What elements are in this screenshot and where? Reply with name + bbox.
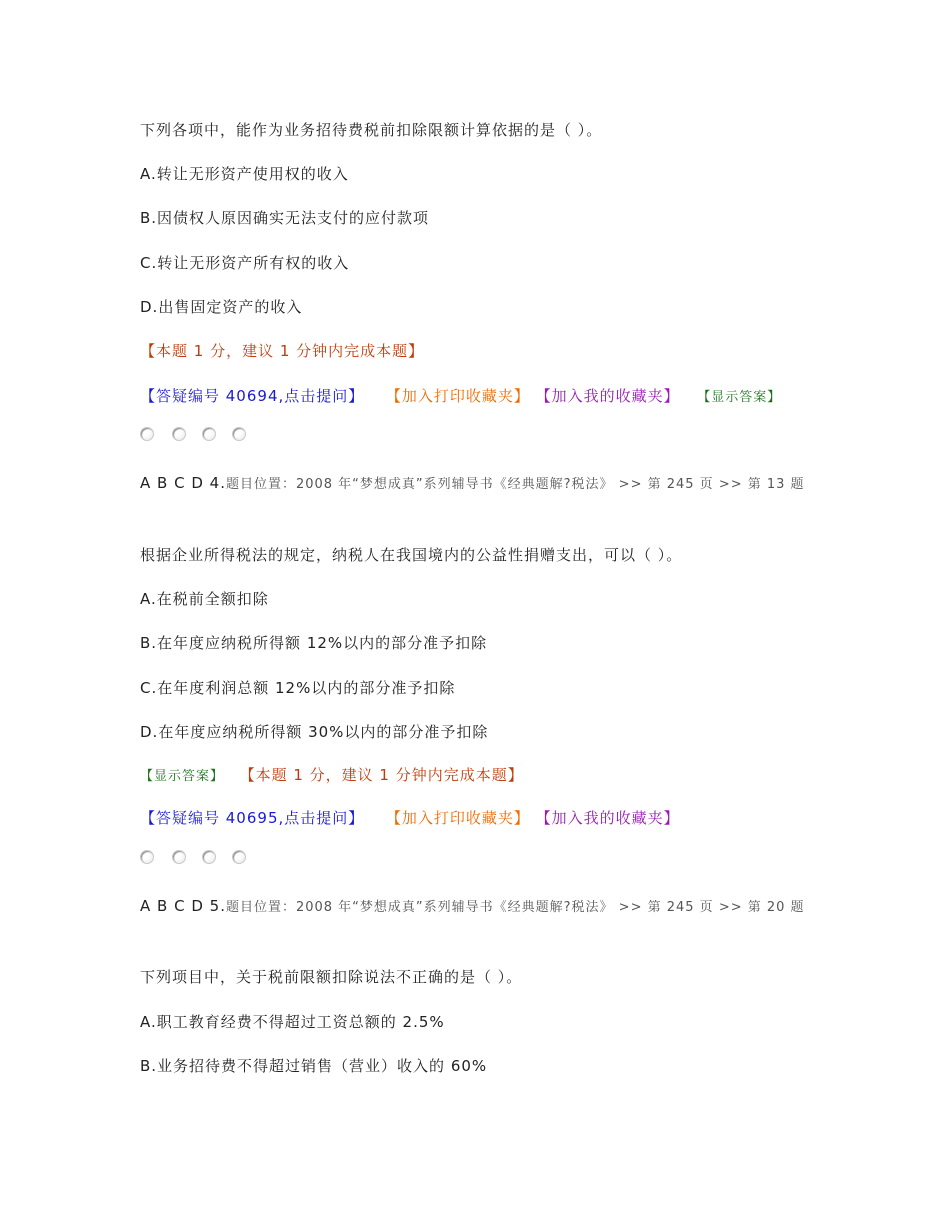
- choice-letters: A B C D: [140, 474, 210, 492]
- question-3-option-a: A.转让无形资产使用权的收入: [140, 165, 349, 183]
- question-4-note-row: [140, 764, 524, 785]
- question-5-header: [140, 894, 810, 920]
- question-4-actions: [140, 807, 680, 828]
- radio-b[interactable]: [172, 850, 186, 864]
- radio-a[interactable]: [140, 427, 154, 441]
- add-print-favorites-link[interactable]: 【加入打印收藏夹】: [385, 809, 530, 827]
- radio-d[interactable]: [232, 427, 246, 441]
- question-4-option-c: C.在年度利润总额 12%以内的部分准予扣除: [140, 679, 456, 697]
- question-3-actions: [140, 385, 781, 406]
- question-3-option-c: C.转让无形资产所有权的收入: [140, 254, 350, 272]
- radio-d[interactable]: [232, 850, 246, 864]
- radio-c[interactable]: [202, 427, 216, 441]
- question-4-option-d: D.在年度应纳税所得额 30%以内的部分准予扣除: [140, 723, 489, 741]
- question-3-option-d: D.出售固定资产的收入: [140, 298, 303, 316]
- radio-a[interactable]: [140, 850, 154, 864]
- question-source: 题目位置：2008 年“梦想成真”系列辅导书《经典题解?税法》 >> 第 245 页 >> 第 20 题: [225, 900, 805, 915]
- ask-question-link[interactable]: 【答疑编号 40695,点击提问】: [140, 809, 365, 827]
- question-4-option-b: B.在年度应纳税所得额 12%以内的部分准予扣除: [140, 634, 488, 652]
- question-3-option-b: B.因债权人原因确实无法支付的应付款项: [140, 209, 430, 227]
- question-4-score-note: 【本题 1 分，建议 1 分钟内完成本题】: [239, 766, 524, 784]
- show-answer-link[interactable]: 【显示答案】: [697, 390, 782, 405]
- question-3-score-note: 【本题 1 分，建议 1 分钟内完成本题】: [140, 342, 425, 360]
- radio-c[interactable]: [202, 850, 216, 864]
- question-number: 5.: [209, 897, 226, 915]
- question-3-stem: 下列各项中，能作为业务招待费税前扣除限额计算依据的是（ ）。: [140, 121, 603, 139]
- radio-b[interactable]: [172, 427, 186, 441]
- choice-letters: A B C D: [140, 897, 210, 915]
- add-my-favorites-link[interactable]: 【加入我的收藏夹】: [535, 809, 680, 827]
- add-my-favorites-link[interactable]: 【加入我的收藏夹】: [535, 387, 680, 405]
- add-print-favorites-link[interactable]: 【加入打印收藏夹】: [385, 387, 530, 405]
- question-5-stem: 下列项目中，关于税前限额扣除说法不正确的是（ ）。: [140, 968, 523, 986]
- show-answer-link[interactable]: 【显示答案】: [140, 769, 225, 784]
- question-5-option-b: B.业务招待费不得超过销售（营业）收入的 60%: [140, 1057, 488, 1075]
- ask-question-link[interactable]: 【答疑编号 40694,点击提问】: [140, 387, 365, 405]
- question-4-stem: 根据企业所得税法的规定，纳税人在我国境内的公益性捐赠支出，可以（ ）。: [140, 546, 683, 564]
- question-5-option-a: A.职工教育经费不得超过工资总额的 2.5%: [140, 1013, 445, 1031]
- question-4-option-a: A.在税前全额扣除: [140, 590, 269, 608]
- question-4-header: [140, 471, 810, 497]
- question-number: 4.: [209, 474, 226, 492]
- question-source: 题目位置：2008 年“梦想成真”系列辅导书《经典题解?税法》 >> 第 245 页 >> 第 13 题: [225, 477, 805, 492]
